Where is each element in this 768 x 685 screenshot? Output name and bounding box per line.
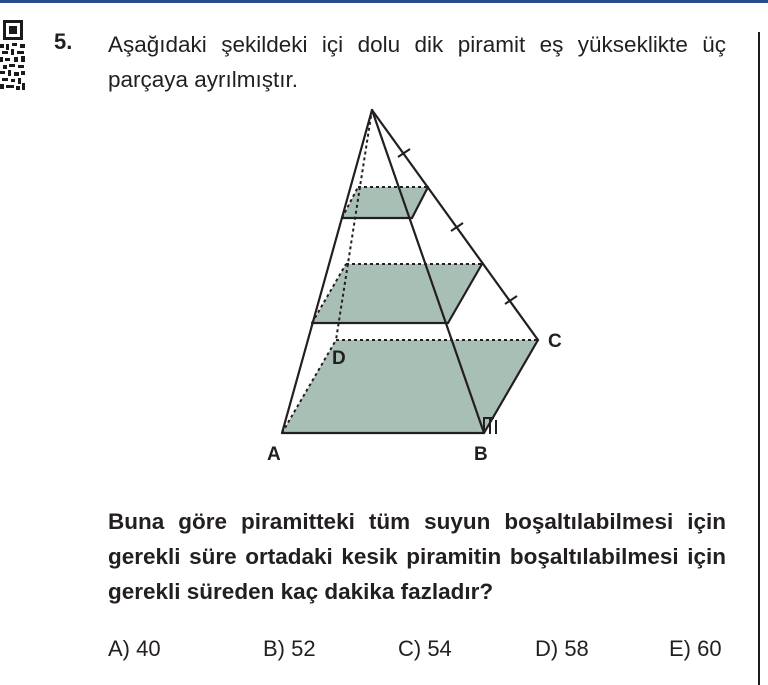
vertex-label-c: C (548, 331, 562, 352)
option-e[interactable]: E) 60 (669, 636, 722, 661)
question-text: Aşağıdaki şekildeki içi dolu dik piramit eş yükseklikte üç parçaya ayrılmıştır. (108, 32, 726, 92)
option-c[interactable]: C) 54 (398, 636, 452, 661)
top-border (0, 0, 768, 3)
tick-mark-2 (451, 223, 463, 231)
qr-code-icon (0, 20, 26, 92)
question-number: 5. (54, 29, 73, 54)
page-margin-line (758, 32, 760, 685)
vertex-label-d: D (332, 348, 346, 369)
answer-options (108, 634, 726, 664)
option-a[interactable]: A) 40 (108, 636, 161, 661)
pyramid-figure (262, 100, 582, 470)
vertex-label-b: B (474, 444, 488, 465)
option-d[interactable]: D) 58 (535, 636, 589, 661)
vertex-label-a: A (267, 444, 281, 465)
option-b[interactable]: B) 52 (263, 636, 316, 661)
question-prompt: Buna göre piramitteki tüm suyun boşaltılabilmesi için gerekli süre ortadaki kesik piramitin boşaltılabilmesi için gerekli süreden kaç dakika fazladır? (108, 509, 726, 604)
middle-section-face (312, 264, 482, 323)
base-face (282, 340, 538, 433)
